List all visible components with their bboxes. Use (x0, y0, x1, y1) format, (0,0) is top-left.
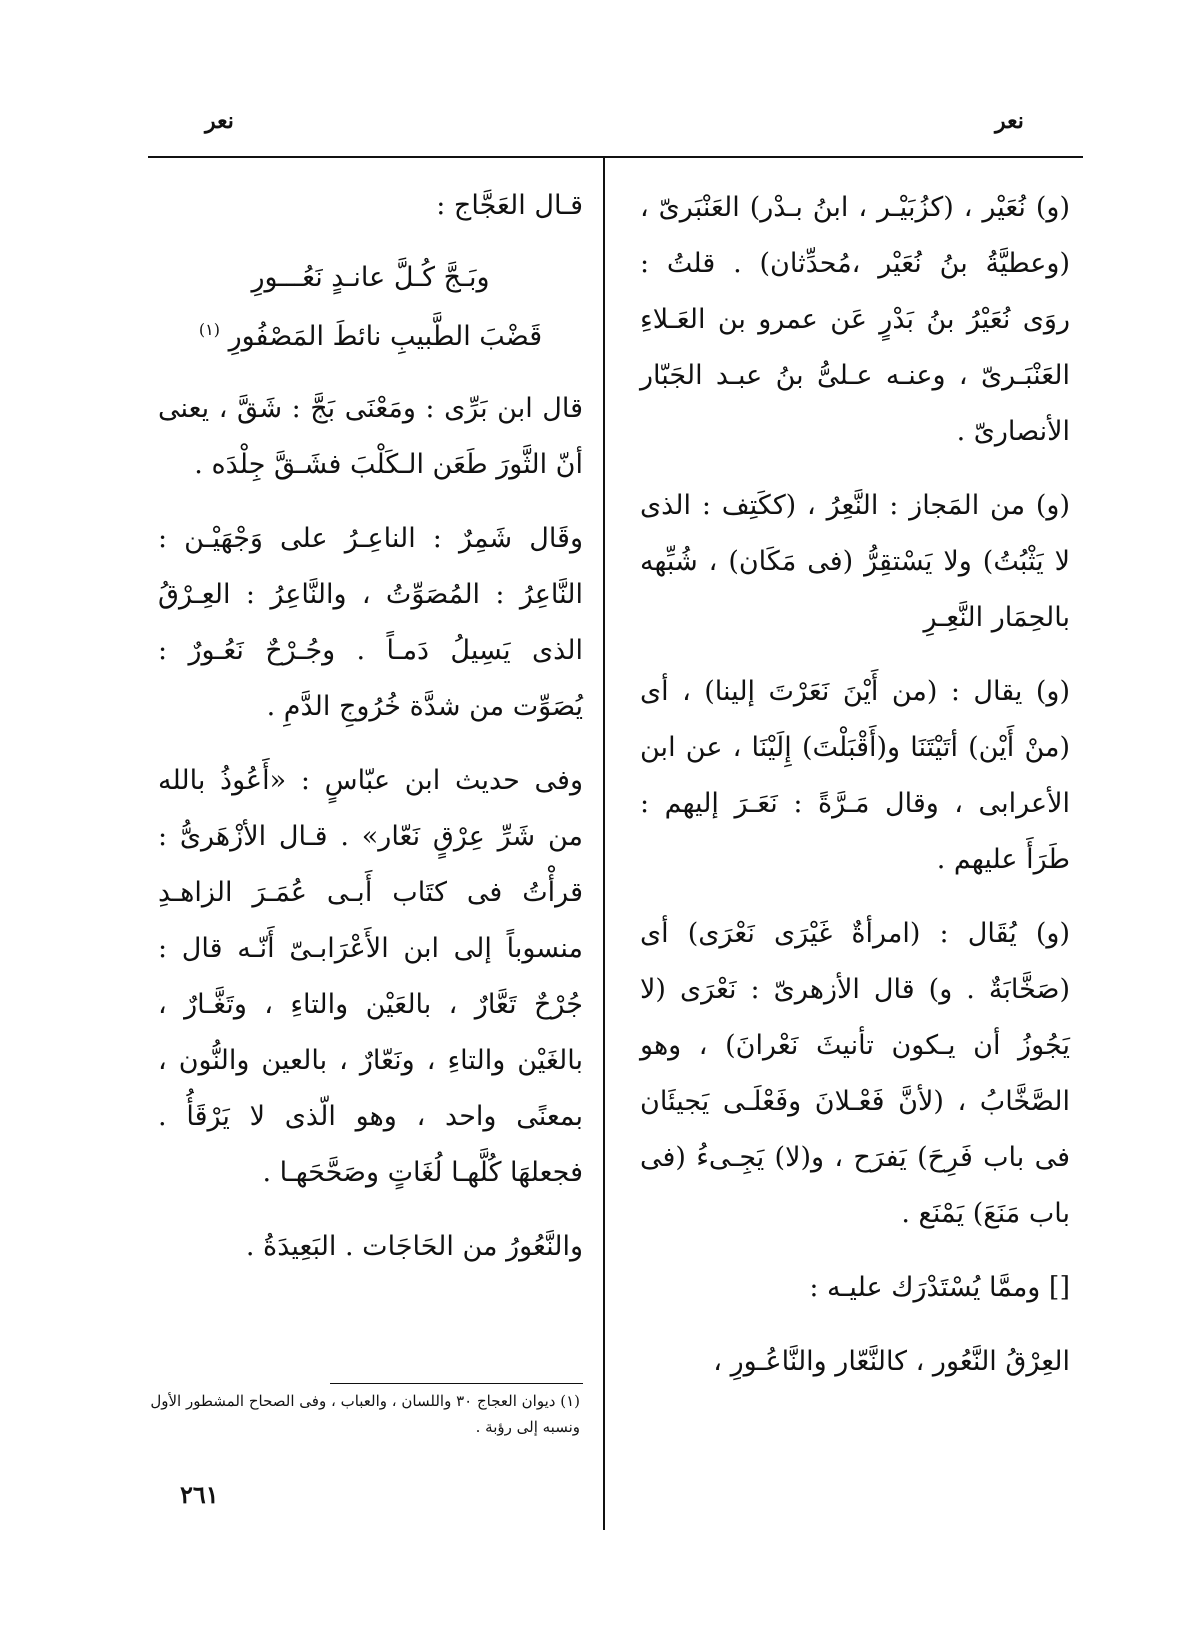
right-column (640, 180, 1070, 1408)
footnote: (١) ديوان العجاج ٣٠ واللسان ، والعباب ، وفى الصحاح المشطور الأول ونسبه إلى رؤبة . (150, 1392, 580, 1436)
shamir-comment: وقَال شَمِرٌ : الناعِـرُ على وَجْهَيْـن : النَّاعِرُ : المُصَوِّتُ ، والنَّاعِرُ : العِـرْقُ الذى يَسِيلُ دَمـاً . وجُـرْحٌ نَعُـورٌ : يُصَوِّت من شدَّة خُرُوجِ الدَّمِ . (158, 523, 583, 722)
poetry-verse (158, 252, 583, 363)
entry-naur-hajat: والنَّعُورُ من الحَاجَات . البَعِيدَةُ . (245, 1231, 583, 1262)
left-column (158, 178, 583, 1293)
verse-intro: قـال العَجَّاج : (436, 190, 583, 221)
verse-line-1: وبَـجَّ كُـلَّ عانـدٍ نَعُـــورِ (251, 262, 490, 293)
entry-naart-ilayna: (و) يقال : (من أَيْنَ نَعَرْتَ إلينا) ، أى (منْ أَيْن) أتَيْتَنَا و(أَقْبَلْتَ) إِلَيْنَا ، عن ابن الأعرابى ، وقال مَـرَّةً : نَعَـرَ إليهم : طَرَأَ عليهم . (640, 676, 1070, 875)
verse-line-2 (158, 304, 583, 363)
running-header-right: نعر (995, 108, 1024, 134)
footnote-reference: (١) (198, 320, 220, 339)
page-number: ٢٦١ (180, 1480, 219, 1509)
entry-nara: (و) يُقَال : (امرأةٌ غَيْرَى نَعْرَى) أى (صَخَّابَةٌ . و) قال الأزهرىّ : نَعْرَى (لا يَجُوزُ أن يـكون تأنيثَ نَعْرانَ) ، وهو الصَّخَّابُ ، (لأنَّ فَعْـلانَ وفَعْلَـى يَجيئَان فى باب فَرِحَ) يَفرَح ، و(لا) يَجِـىءُ (فى باب مَنَعَ) يَمْنَع . (640, 918, 1070, 1229)
mustadrak-heading: [] وممَّا يُسْتَدْرَك عليـه : (809, 1272, 1070, 1303)
header-rule (148, 156, 1083, 158)
ibn-barri-comment: قال ابن بَرِّى : ومَعْنَى بَجَّ : شَقَّ ، يعنى أنّ الثَّورَ طَعَن الـكَلْبَ فشَـقَّ جِلْدَه . (158, 393, 583, 480)
running-header-left: نعر (205, 108, 234, 134)
ibn-abbas-hadith: وفى حديث ابن عبّاسٍ : «أَعُوذُ بالله من شَرِّ عِرْقٍ نَعّار» . قـال الأزْهَرىُّ : قرأْتُ فى كتَاب أَبـى عُمَـرَ الزاهـدِ منسوباً إلى ابن الأَعْرَابـىّ أَنّـه قال : جُرْحٌ تَعَّارٌ ، بالعَيْن والتاءِ ، وتَغَّـارٌ ، بالغَيْن والتاءِ ، ونَعّارٌ ، بالعين والنُّون ، بمعنًى واحد ، وهو الّذى لا يَرْقَأُ . فجعلهَا كُلَّهـا لُغَاتٍ وصَحَّحَهـا . (158, 765, 583, 1188)
verse-line-2-text: قَضْبَ الطَّبيبِ نائطَ المَصْفُورِ (228, 321, 543, 352)
column-divider (603, 158, 605, 1530)
entry-irq-naur: العِرْقُ النَّعُور ، كالنَّعّار والنَّاعُـورِ ، (713, 1346, 1070, 1377)
footnote-rule (330, 1383, 583, 1384)
entry-nair: (و) من المَجاز : النَّعِرُ ، (ككَتِف : الذى لا يَثْبُتُ) ولا يَسْتقِرُّ (فى مَكَان) ، شُبِّهه بالحِمَار النَّعِـرِ (640, 490, 1070, 633)
entry-nuayr: (و) نُعَيْر ، (كزُبَيْـر ، ابنُ بـدْر) العَنْبَرىّ ، (وعطيَّةُ بنُ نُعَيْر ،مُحدِّثان) . قلتُ : روَى نُعَيْرُ بنُ بَدْرٍ عَن عمرو بن العَـلاءِ العَنْبَـرىّ ، وعنـه عـلىُّ بنُ عبـد الجَبّار الأنصارىّ . (640, 192, 1070, 447)
